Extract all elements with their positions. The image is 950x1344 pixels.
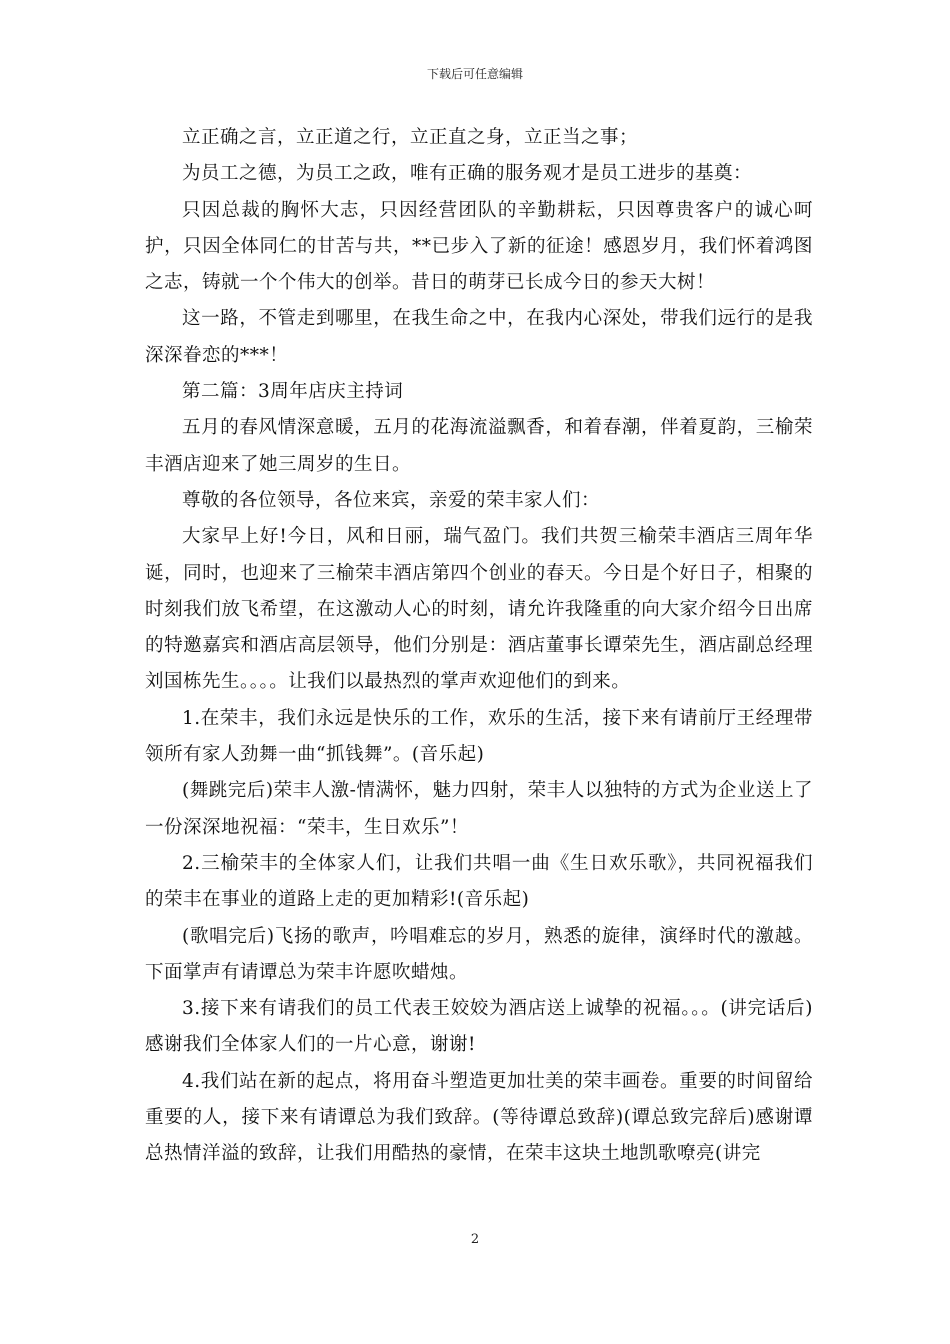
paragraph: 尊敬的各位领导，各位来宾，亲爱的荣丰家人们： [182, 489, 601, 511]
page-header [0, 66, 950, 82]
paragraph: 1.在荣丰，我们永远是快乐的工作，欢乐的生活，接下来有请前厅王经理带领所有家人劲舞一曲“抓钱舞”。(音乐起) [145, 707, 813, 766]
paragraph: 这一路，不管走到哪里，在我生命之中，在我内心深处，带我们远行的是我深深眷恋的***！ [145, 308, 813, 366]
paragraph: 大家早上好!今日，风和日丽，瑞气盈门。我们共贺三榆荣丰酒店三周年华诞，同时，也迎来了三榆荣丰酒店第四个创业的春天。今日是个好日子，相聚的时刻我们放飞希望，在这激动人心的时刻，请允许我隆重的向大家介绍今日出席的特邀嘉宾和酒店高层领导，他们分别是：酒店董事长谭荣先生，酒店副总经理刘国栋先生。。。。让我们以最热烈的掌声欢迎他们的到来。 [145, 526, 813, 693]
document-body [145, 120, 813, 1173]
paragraph: 2.三榆荣丰的全体家人们，让我们共唱一曲《生日欢乐歌》，共同祝福我们的荣丰在事业的道路上走的更加精彩!(音乐起) [145, 852, 813, 911]
paragraph: (歌唱完后)飞扬的歌声，吟唱难忘的岁月，熟悉的旋律，演绎时代的激越。下面掌声有请谭总为荣丰许愿吹蜡烛。 [145, 925, 813, 983]
paragraph: 为员工之德，为员工之政，唯有正确的服务观才是员工进步的基奠： [182, 163, 753, 185]
section-heading: 第二篇：3周年店庆主持词 [182, 381, 404, 403]
paragraph: 五月的春风情深意暖，五月的花海流溢飘香，和着春潮，伴着夏韵，三榆荣丰酒店迎来了她三周岁的生日。 [145, 417, 813, 475]
paragraph: 4.我们站在新的起点，将用奋斗塑造更加壮美的荣丰画卷。重要的时间留给重要的人，接下来有请谭总为我们致辞。(等待谭总致辞)(谭总致完辞后)感谢谭总热情洋溢的致辞，让我们用酷热的豪情，在荣丰这块土地凯歌嘹亮(讲完 [145, 1070, 813, 1165]
paragraph: 3.接下来有请我们的员工代表王姣姣为酒店送上诚挚的祝福。。。(讲完话后)感谢我们全体家人们的一片心意，谢谢! [145, 998, 813, 1056]
header-text: 下载后可任意编辑 [426, 67, 523, 81]
page-number: 2 [470, 1232, 480, 1247]
paragraph: (舞跳完后)荣丰人激-情满怀，魅力四射，荣丰人以独特的方式为企业送上了一份深深地祝福：“荣丰，生日欢乐”！ [145, 780, 813, 838]
paragraph: 只因总裁的胸怀大志，只因经营团队的辛勤耕耘，只因尊贵客户的诚心呵护，只因全体同仁的甘苦与共，**已步入了新的征途！感恩岁月，我们怀着鸿图之志，铸就一个个伟大的创举。昔日的萌芽已长成今日的参天大树！ [145, 199, 813, 294]
page-footer [0, 1232, 950, 1248]
paragraph: 立正确之言，立正道之行，立正直之身，立正当之事； [182, 127, 639, 148]
